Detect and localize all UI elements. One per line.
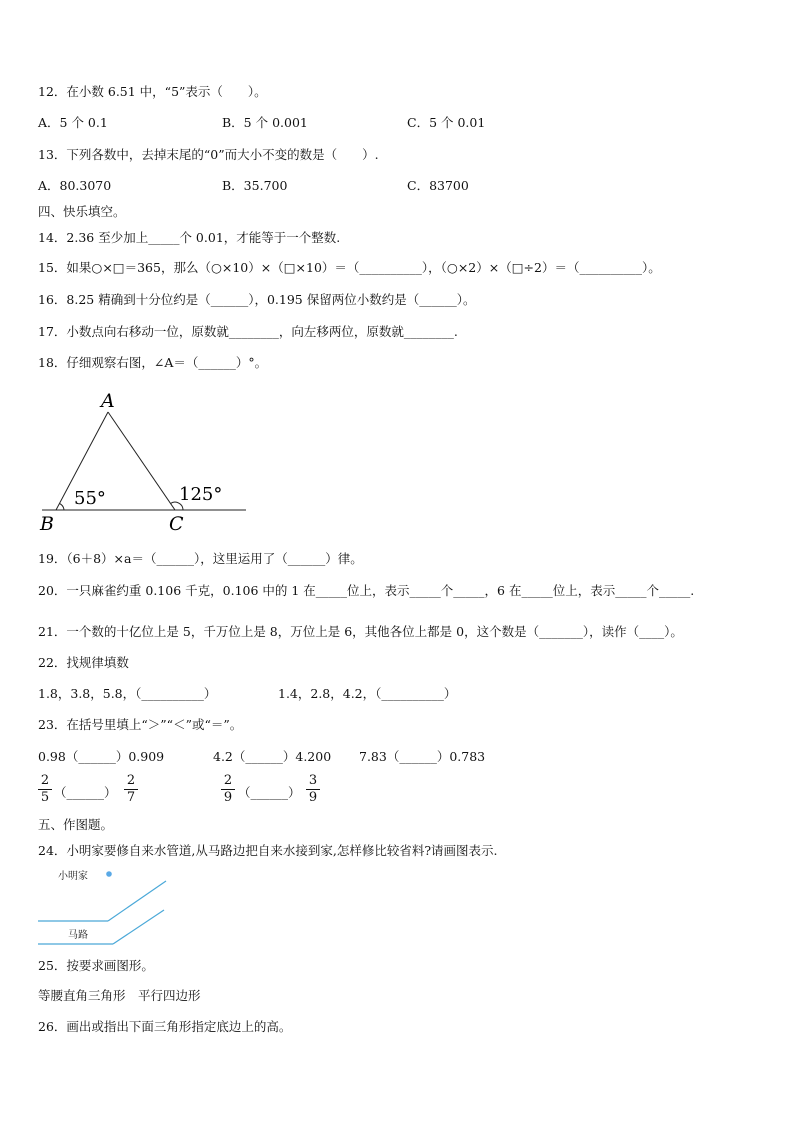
- q22-sequence-2: 1.4，2.8，4.2，（__________）: [278, 686, 457, 701]
- fraction-1-right: [124, 774, 138, 805]
- q25-shapes: 等腰直角三角形 平行四边形: [38, 988, 201, 1003]
- q22-stem: 22．找规律填数: [38, 655, 129, 670]
- fraction-numerator: 2: [40, 773, 50, 788]
- q12-option-c[interactable]: C．5 个 0.01: [407, 115, 486, 130]
- angle-c-label: 125°: [179, 484, 223, 505]
- q13-option-a[interactable]: A．80.3070: [38, 178, 112, 193]
- q23-compare-3: 7.83（______）0.783: [359, 749, 486, 764]
- q12-option-a[interactable]: A．5 个 0.1: [38, 115, 108, 130]
- q20: 20．一只麻雀约重 0.106 千克，0.106 中的 1 在_____位上，表示_____个_____，6 在_____位上，表示_____个_____.: [38, 583, 695, 598]
- section-5-heading: 五、作图题。: [38, 817, 114, 832]
- q21: 21．一个数的十亿位上是 5，千万位上是 8，万位上是 6，其他各位上都是 0，这个数是（_______），读作（____）。: [38, 624, 683, 639]
- triangle-figure: [36, 386, 250, 536]
- angle-b-label: 55°: [74, 488, 106, 509]
- q14: 14．2.36 至少加上_____个 0.01，才能等于一个整数.: [38, 230, 341, 245]
- fraction-denominator: 5: [40, 790, 50, 805]
- fraction-1-left: [38, 774, 52, 805]
- q15: 15．如果○×□＝365，那么（○×10）×（□×10）＝（__________），（○×2）×（□÷2）＝（__________）。: [38, 260, 661, 275]
- vertex-b-label: B: [40, 513, 54, 535]
- home-dot: [106, 871, 112, 877]
- triangle-side-ac: [108, 412, 175, 510]
- q23-stem: 23．在括号里填上“＞”“＜”或“＝”。: [38, 717, 243, 732]
- q25-stem: 25．按要求画图形。: [38, 958, 154, 973]
- road-bottom-edge-diagonal: [113, 910, 164, 944]
- fraction-denominator: 9: [308, 790, 318, 805]
- q13-option-b[interactable]: B．35.700: [222, 178, 288, 193]
- q13-stem: 13．下列各数中，去掉末尾的“0”而大小不变的数是（ ）.: [38, 147, 379, 162]
- vertex-a-label: A: [101, 390, 115, 412]
- q26: 26．画出或指出下面三角形指定底边上的高。: [38, 1019, 292, 1034]
- fraction-1-blank: （______）: [54, 785, 117, 800]
- q19: 19．（6＋8）×a＝（______），这里运用了（______）律。: [38, 551, 363, 566]
- q16: 16．8.25 精确到十分位约是（______），0.195 保留两位小数约是（______）。: [38, 292, 476, 307]
- q24: 24．小明家要修自来水管道,从马路边把自来水接到家,怎样修比较省料?请画图表示.: [38, 843, 498, 858]
- fraction-2-left: [221, 774, 235, 805]
- q23-compare-1: 0.98（______）0.909: [38, 749, 165, 764]
- q23-compare-2: 4.2（______）4.200: [213, 749, 332, 764]
- fraction-denominator: 9: [223, 790, 233, 805]
- fraction-denominator: 7: [126, 790, 136, 805]
- road-map-figure: [36, 864, 170, 948]
- fraction-numerator: 2: [126, 773, 136, 788]
- vertex-c-label: C: [169, 513, 184, 535]
- q22-sequence-1: 1.8，3.8，5.8，（__________）: [38, 686, 217, 701]
- q13-option-c[interactable]: C．83700: [407, 178, 469, 193]
- angle-b-arc: [60, 504, 65, 511]
- fraction-2-blank: （______）: [238, 785, 301, 800]
- q17: 17．小数点向右移动一位，原数就________，向左移两位，原数就________.: [38, 324, 458, 339]
- q18: 18．仔细观察右图，∠A＝（______）°。: [38, 355, 268, 370]
- fraction-numerator: 3: [308, 773, 318, 788]
- section-4-heading: 四、快乐填空。: [38, 204, 126, 219]
- home-label: 小明家: [58, 871, 88, 882]
- fraction-2-right: [306, 774, 320, 805]
- road-label: 马路: [68, 930, 88, 941]
- q12-option-b[interactable]: B．5 个 0.001: [222, 115, 308, 130]
- fraction-numerator: 2: [223, 773, 233, 788]
- q12-stem: 12．在小数 6.51 中，“5”表示（ ）。: [38, 84, 267, 99]
